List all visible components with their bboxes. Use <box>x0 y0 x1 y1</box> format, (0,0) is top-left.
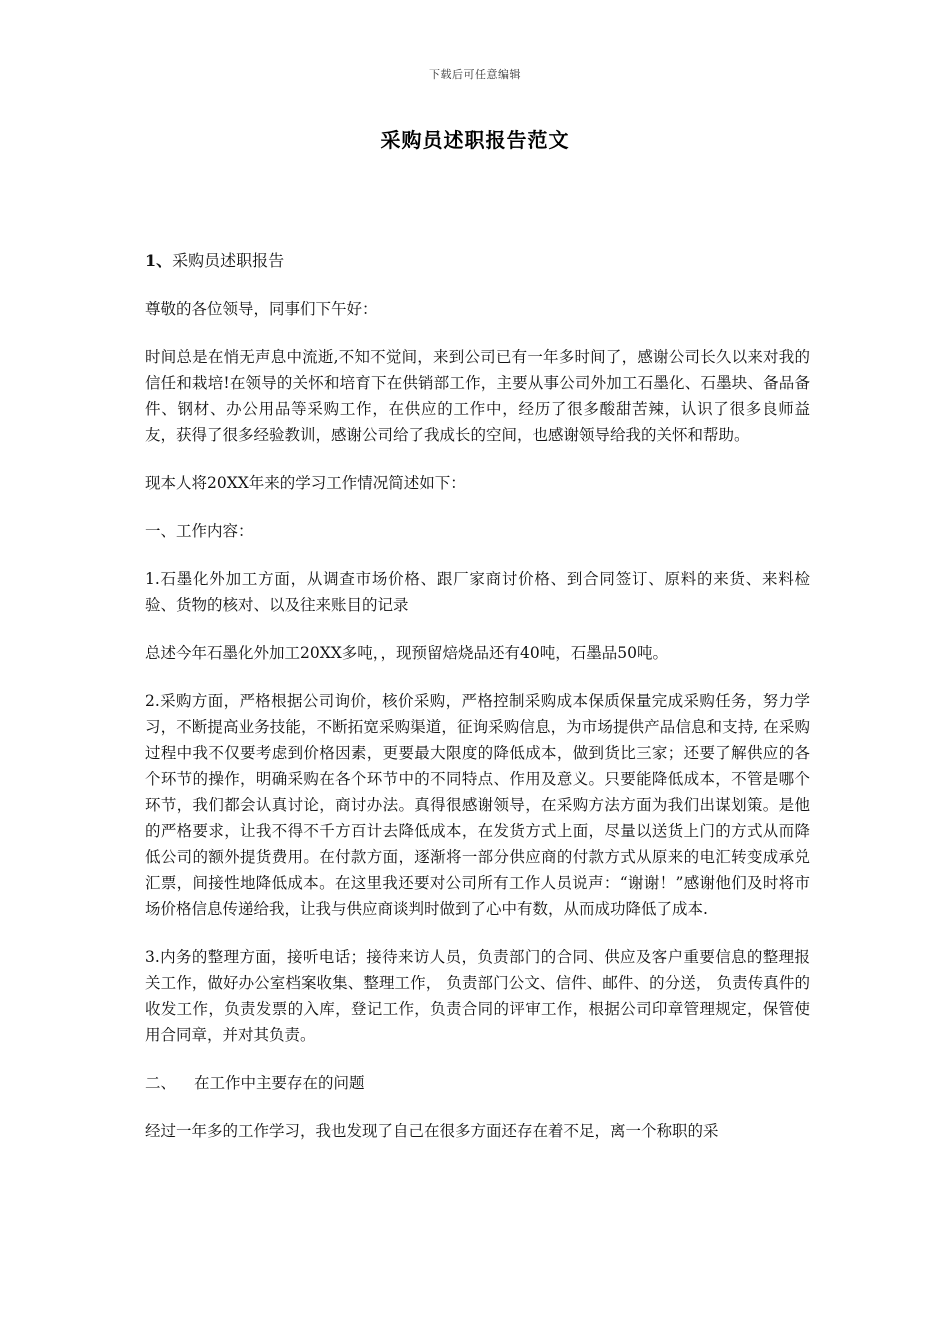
section-heading <box>145 248 810 274</box>
part-one-title: 一、工作内容： <box>145 522 254 540</box>
intro-paragraph: 时间总是在悄无声息中流逝,不知不觉间，来到公司已有一年多时间了，感谢公司长久以来对我的信任和栽培!在领导的关怀和培育下在供销部工作，主要从事公司外加工石墨化、石墨块、备品备件、钢材、办公用品等采购工作，在供应的工作中，经历了很多酸甜苦辣，认识了很多良师益友，获得了很多经验教训，感谢公司给了我成长的空间，也感谢领导给我的关怀和帮助。 <box>145 348 810 444</box>
part-two-title-text: 在工作中主要存在的问题 <box>194 1074 365 1092</box>
document-body <box>145 248 810 1166</box>
item-2-paragraph: 2.采购方面，严格根据公司询价，核价采购，严格控制采购成本保质保量完成采购任务，努力学习，不断提高业务技能，不断拓宽采购渠道，征询采购信息，为市场提供产品信息和支持, 在采购过程中我不仅要考虑到价格因素，更要最大限度的降低成本，做到货比三家；还要了解供应的各个环节的操作，明确采购在各个环节中的不同特点、作用及意义。只要能降低成本，不管是哪个环节，我们都会认真讨论，商讨办法。真得很感谢领导，在采购方法方面为我们出谋划策。是他的严格要求，让我不得不千方百计去降低成本，在发货方式上面，尽量以送货上门的方式从而降低公司的额外提货费用。在付款方面，逐渐将一部分供应商的付款方式从原来的电汇转变成承兑汇票，间接性地降低成本。在这里我还要对公司所有工作人员说声：“谢谢！”感谢他们及时将市场价格信息传递给我，让我与供应商谈判时做到了心中有数，从而成功降低了成本. <box>145 692 810 918</box>
closing-paragraph: 经过一年多的工作学习，我也发现了自己在很多方面还存在着不足，离一个称职的采 <box>145 1122 719 1140</box>
greeting-paragraph: 尊敬的各位领导，同事们下午好： <box>145 300 378 318</box>
section-heading-text: 采购员述职报告 <box>172 251 285 270</box>
part-two-number: 二、 <box>145 1074 177 1092</box>
document-title: 采购员述职报告范文 <box>380 128 570 152</box>
item-1-paragraph: 1.石墨化外加工方面，从调查市场价格、跟厂家商讨价格、到合同签订、原料的来货、来料检验、货物的核对、以及往来账目的记录 <box>145 570 810 614</box>
summary-intro-paragraph: 现本人将20XX年来的学习工作情况简述如下： <box>145 474 466 492</box>
header-note: 下载后可任意编辑 <box>429 68 521 81</box>
section-number: 1、 <box>145 251 173 270</box>
item-3-paragraph: 3.内务的整理方面，接听电话；接待来访人员，负责部门的合同、供应及客户重要信息的整理报关工作，做好办公室档案收集、整理工作， 负责部门公文、信件、邮件、的分送， 负责传真件的收发工作，负责发票的入库，登记工作，负责合同的评审工作，根据公司印章管理规定，保管使用合同章，并对其负责。 <box>145 948 810 1044</box>
item-1-summary-paragraph: 总述今年石墨化外加工20XX多吨，，现预留焙烧品还有40吨，石墨品50吨。 <box>145 644 668 662</box>
part-two-title <box>145 1070 810 1096</box>
